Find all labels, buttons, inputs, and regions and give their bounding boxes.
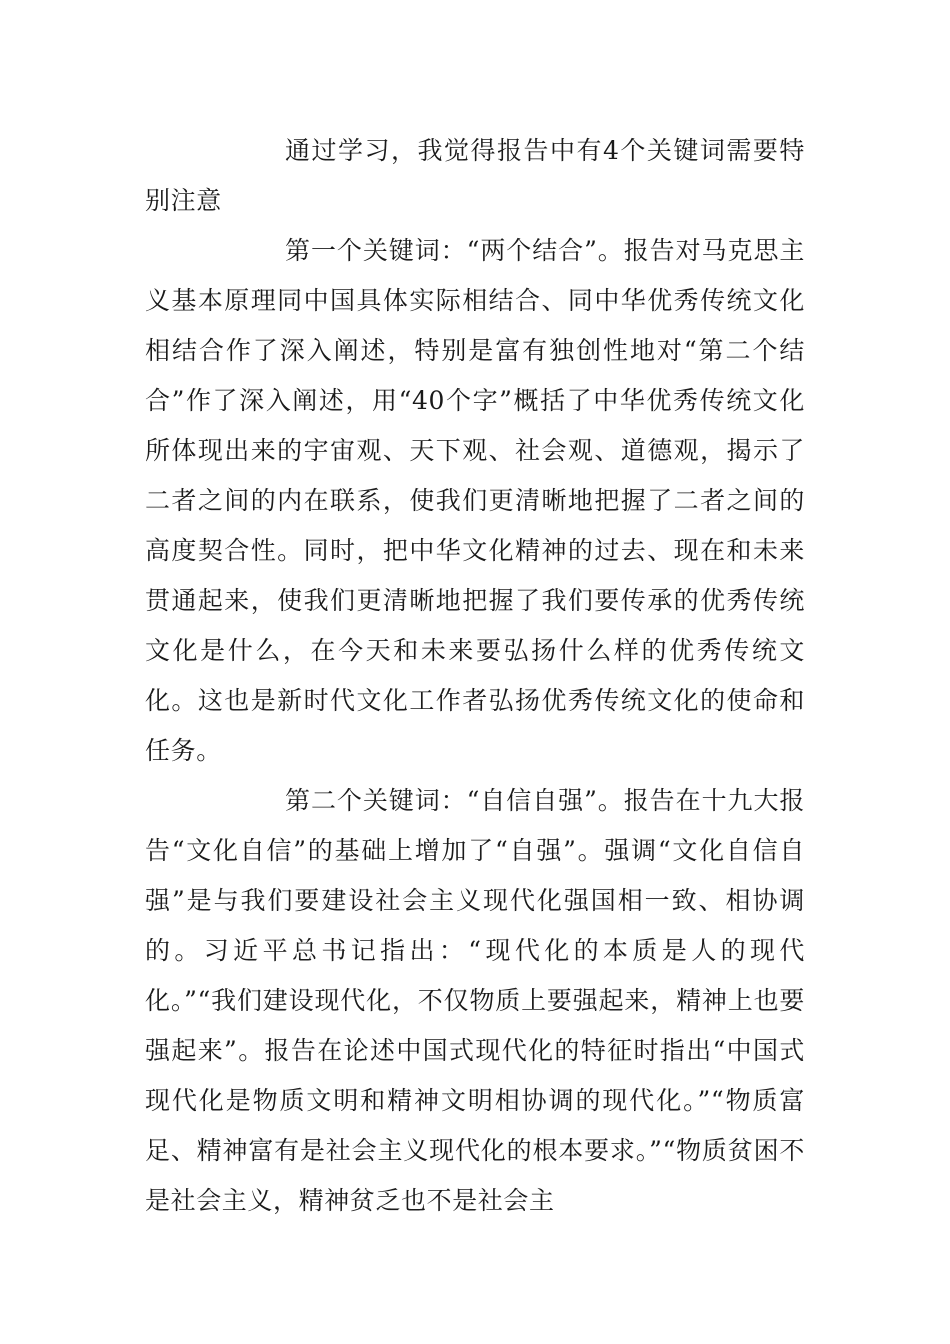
- intro-paragraph: 通过学习，我觉得报告中有4个关键词需要特别注意: [145, 136, 805, 215]
- keyword-two-paragraph: 第二个关键词：“自信自强”。报告在十九大报告“文化自信”的基础上增加了“自强”。强调“文化自信自强”是与我们要建设社会主义现代化强国相一致、相协调的。习近平总书记指出：“现代化的本质是人的现代化。”“我们建设现代化，不仅物质上要强起来，精神上也要强起来”。报告在论述中国式现代化的特征时指出“中国式现代化是物质文明和精神文明相协调的现代化。”“物质富足、精神富有是社会主义现代化的根本要求。”“物质贫困不是社会主义，精神贫乏也不是社会主: [145, 786, 805, 1215]
- document-body: [145, 126, 805, 1226]
- keyword-one-paragraph: 第一个关键词：“两个结合”。报告对马克思主义基本原理同中国具体实际相结合、同中华优秀传统文化相结合作了深入阐述，特别是富有独创性地对“第二个结合”作了深入阐述，用“40个字”概括了中华优秀传统文化所体现出来的宇宙观、天下观、社会观、道德观，揭示了二者之间的内在联系，使我们更清晰地把握了二者之间的高度契合性。同时，把中华文化精神的过去、现在和未来贯通起来，使我们更清晰地把握了我们要传承的优秀传统文化是什么，在今天和未来要弘扬什么样的优秀传统文化。这也是新时代文化工作者弘扬优秀传统文化的使命和任务。: [145, 236, 805, 765]
